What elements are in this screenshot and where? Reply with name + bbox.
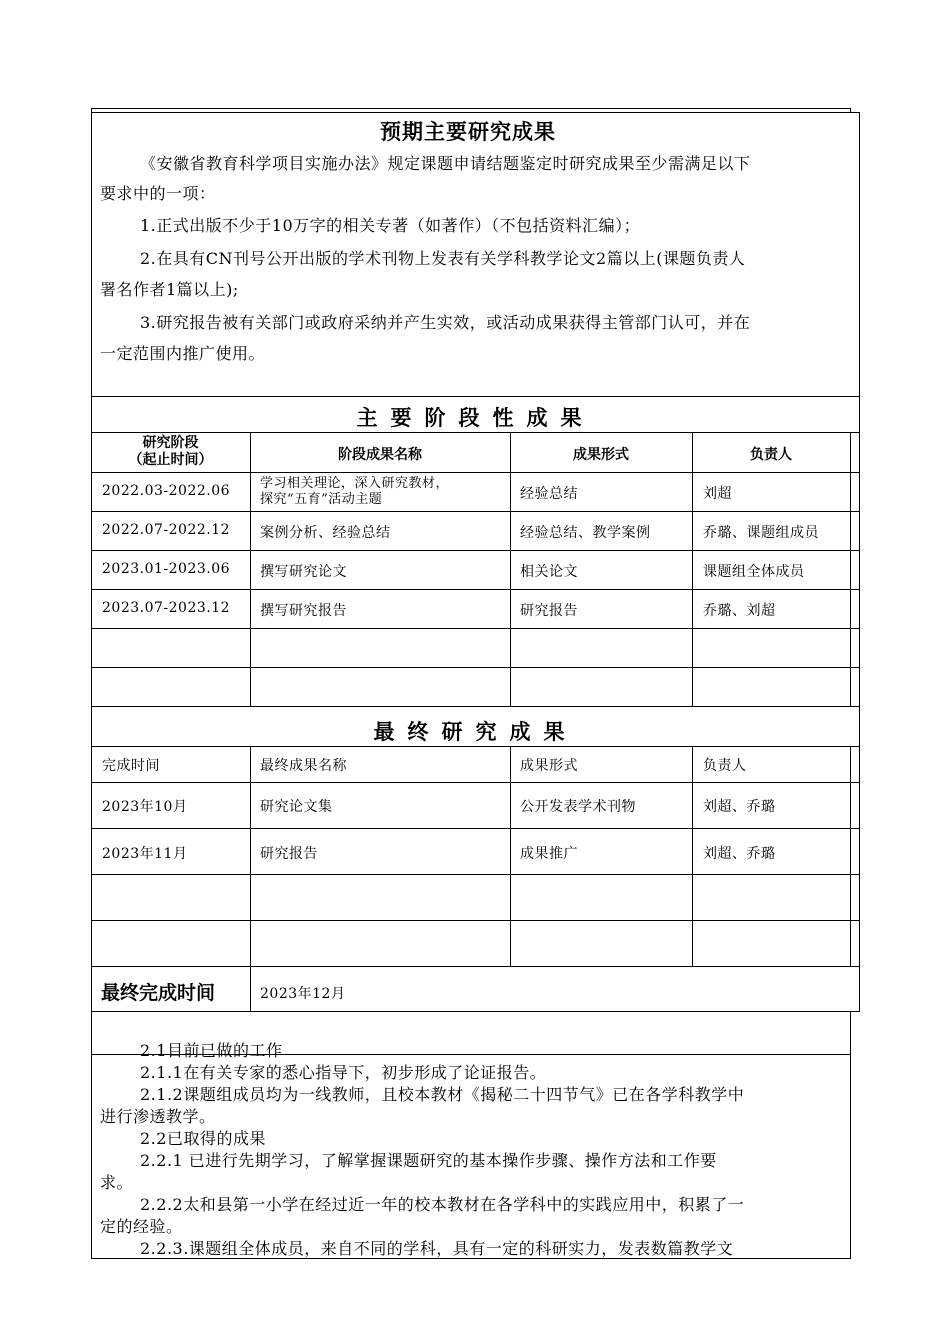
frame-right-edge [850, 1055, 851, 1258]
table-rule [91, 432, 860, 433]
table-rule [91, 706, 860, 707]
stage-results-heading: 主要阶段性成果 [356, 405, 595, 430]
progress-2-1-1: 2.1.1在有关专家的悉心指导下，初步形成了论证报告。 [140, 1063, 547, 1082]
completion-label: 最终完成时间 [101, 982, 216, 1004]
final-time: 2023年11月 [102, 846, 188, 862]
header-final-name: 最终成果名称 [260, 758, 347, 774]
stage-form: 经验总结 [520, 486, 578, 502]
stage-period: 2023.01-2023.06 [102, 561, 231, 577]
progress-2-2-1-line-2: 求。 [100, 1173, 134, 1192]
progress-2-2-1-line-1: 2.2.1 已进行先期学习，了解掌握课题研究的基本操作步骤、操作方法和工作要 [140, 1151, 717, 1170]
progress-2-2-3-line-1: 2.2.3.课题组全体成员，来自不同的学科，具有一定的科研实力，发表数篇教学文 [140, 1239, 734, 1258]
frame-left-edge [91, 1055, 92, 1258]
progress-2-1-2-line-1: 2.1.2课题组成员均为一线教师，且校本教材《揭秘二十四节气》已在各学科教学中 [140, 1085, 745, 1104]
progress-2-2-2-line-2: 定的经验。 [100, 1217, 183, 1236]
final-time: 2023年10月 [102, 799, 188, 815]
header-stage-form: 成果形式 [573, 447, 629, 463]
stage-period: 2023.07-2023.12 [102, 600, 231, 616]
table-rule [91, 920, 860, 921]
progress-heading-2-2: 2.2已取得的成果 [140, 1129, 266, 1148]
requirement-3-line-2: 一定范围内推广使用。 [100, 344, 266, 363]
stage-name-line-2: 探究“五育”活动主题 [260, 492, 383, 507]
table-rule [91, 782, 860, 783]
table-rule [91, 628, 860, 629]
final-owner: 刘超、乔璐 [703, 846, 776, 862]
stage-form: 经验总结、教学案例 [520, 525, 651, 541]
final-owner: 刘超、乔璐 [703, 799, 776, 815]
final-name: 研究报告 [260, 846, 318, 862]
progress-2-2-2-line-1: 2.2.2太和县第一小学在经过近一年的校本教材在各学科中的实践应用中，积累了一 [140, 1195, 745, 1214]
column-divider [510, 432, 511, 706]
stage-name: 撰写研究论文 [260, 564, 347, 580]
requirement-2-line-1: 2.在具有CN刊号公开出版的学术刊物上发表有关学科教学论文2篇以上(课题负责人 [140, 249, 746, 268]
stage-form: 相关论文 [520, 564, 578, 580]
column-divider [850, 432, 851, 706]
header-stage-owner: 负责人 [750, 447, 792, 463]
table-rule [91, 589, 860, 590]
header-final-owner: 负责人 [703, 758, 747, 774]
final-name: 研究论文集 [260, 799, 333, 815]
stage-name-line-1: 学习相关理论，深入研究教材， [260, 476, 450, 491]
column-divider [692, 432, 693, 706]
stage-period: 2022.07-2022.12 [102, 522, 231, 538]
final-form: 公开发表学术刊物 [520, 799, 636, 815]
column-divider [850, 746, 851, 966]
table-rule [91, 966, 860, 967]
final-results-heading: 最终研究成果 [373, 719, 578, 744]
table-rule [91, 550, 860, 551]
stage-name: 撰写研究报告 [260, 603, 347, 619]
page-bottom-rule [91, 1258, 851, 1259]
header-final-time: 完成时间 [102, 758, 160, 774]
header-period-line-2: （起止时间） [128, 452, 213, 468]
stage-name: 案例分析、经验总结 [260, 525, 391, 541]
table-rule [91, 667, 860, 668]
stage-name [260, 476, 449, 508]
intro-line-1: 《安徽省教育科学项目实施办法》规定课题申请结题鉴定时研究成果至少需满足以下 [140, 154, 751, 173]
header-period-line-1: 研究阶段 [142, 435, 199, 451]
doc-title: 预期主要研究成果 [380, 119, 556, 144]
stage-period: 2022.03-2022.06 [102, 483, 231, 499]
stage-form: 研究报告 [520, 603, 578, 619]
final-form: 成果推广 [520, 846, 578, 862]
progress-2-1-2-line-2: 进行渗透教学。 [100, 1107, 216, 1126]
header-period [91, 435, 250, 469]
table-rule [91, 828, 860, 829]
column-divider [692, 746, 693, 966]
completion-value: 2023年12月 [260, 986, 346, 1002]
column-divider [510, 746, 511, 966]
requirement-3-line-1: 3.研究报告被有关部门或政府采纳并产生实效，或活动成果获得主管部门认可，并在 [140, 313, 751, 332]
stage-owner: 刘超 [703, 486, 732, 502]
header-stage-name: 阶段成果名称 [338, 447, 422, 463]
stage-owner: 课题组全体成员 [703, 564, 805, 580]
intro-line-2: 要求中的一项： [100, 184, 216, 203]
table-rule [91, 472, 860, 473]
column-divider [250, 432, 251, 706]
requirement-1: 1.正式出版不少于10万字的相关专著（如著作）（不包括资料汇编）； [140, 216, 641, 235]
column-divider [250, 746, 251, 1012]
requirement-2-line-2: 署名作者1篇以上); [100, 280, 239, 299]
table-rule [91, 511, 860, 512]
header-final-form: 成果形式 [520, 758, 578, 774]
table-rule [91, 746, 860, 747]
table-rule [91, 396, 860, 397]
progress-heading-2-1: 2.1目前已做的工作 [140, 1041, 283, 1060]
stage-owner: 乔璐、课题组成员 [703, 525, 819, 541]
table-rule [91, 874, 860, 875]
stage-owner: 乔璐、刘超 [703, 603, 776, 619]
